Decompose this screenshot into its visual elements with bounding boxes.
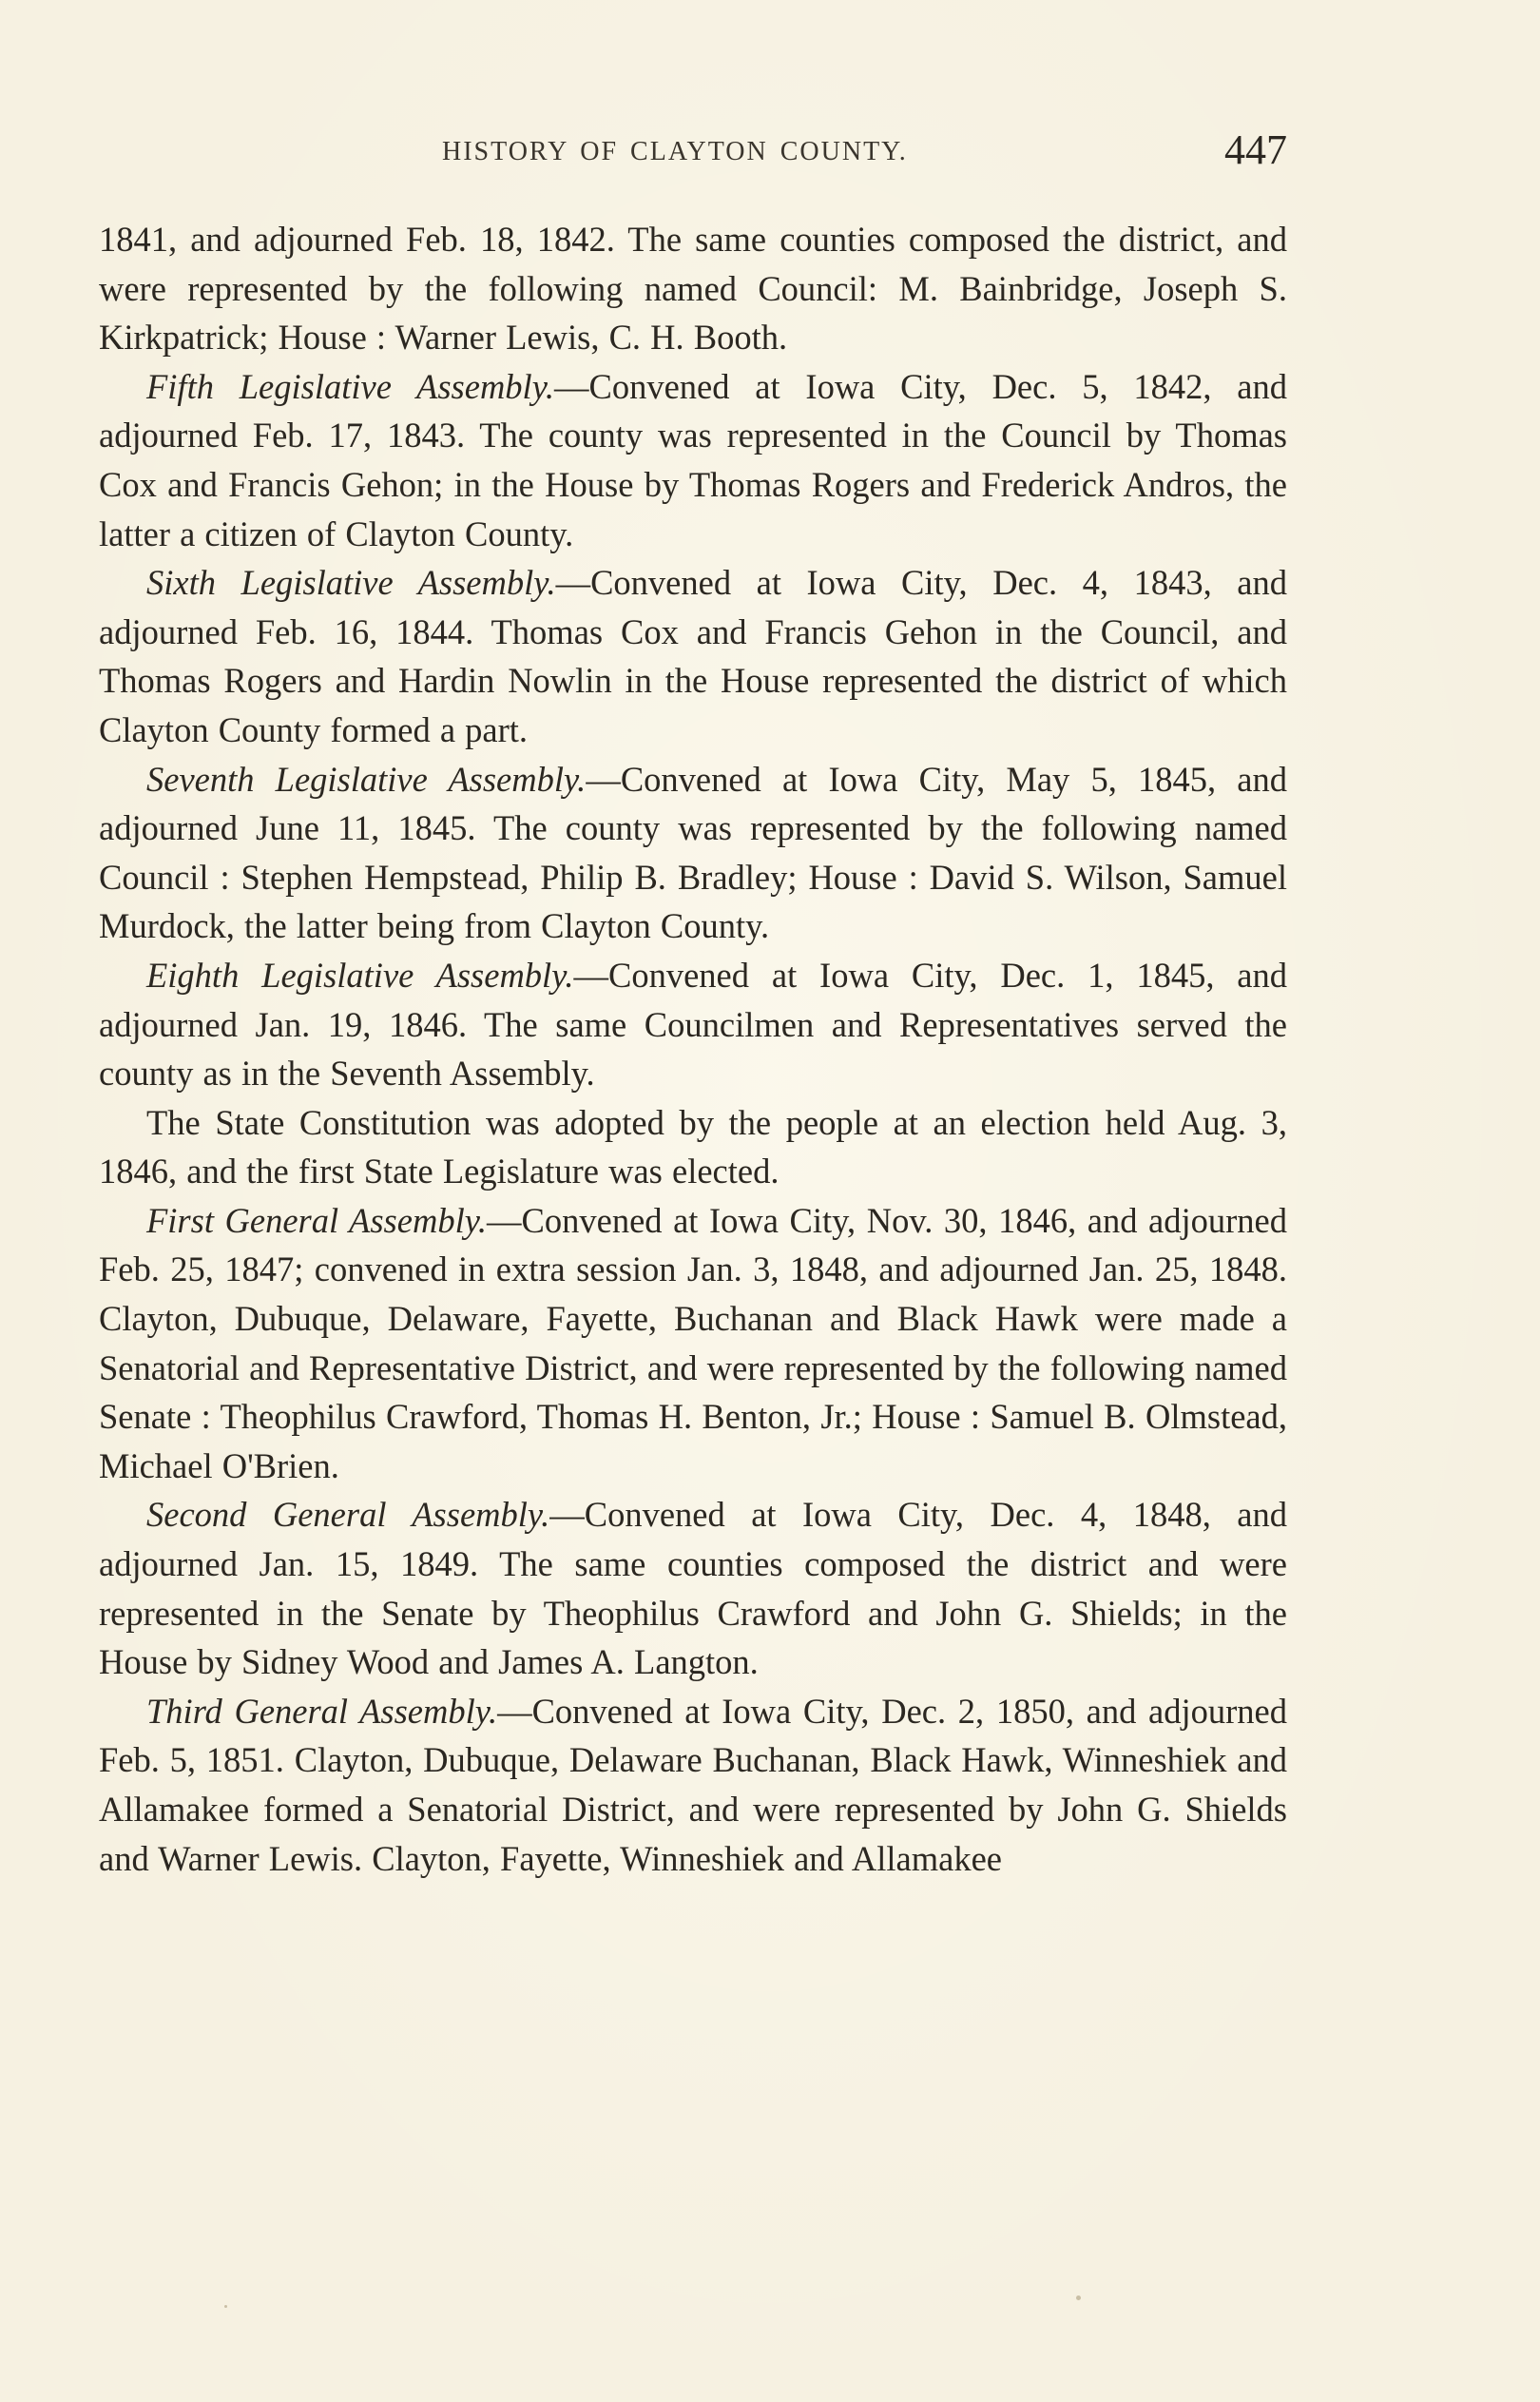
paragraph-text: —Convened at Iowa City, Dec. 5, 1842, and adjourned Feb. 17, 1843. The county was represented in the Council by Thomas Cox and Francis Gehon; in the House by Thomas Rogers and Frederick Andros, the latter a citizen of Clayton County. (99, 366, 1287, 553)
section-heading: Second General Assembly. (146, 1495, 550, 1535)
page-header (99, 126, 1287, 183)
paragraph-state-constitution (99, 1098, 1287, 1196)
paragraph-text: —Convened at Iowa City, Dec. 4, 1848, and adjourned Jan. 15, 1849. The same counties composed the district and were represented in the Senate by Theophilus Crawford and John G. Shields; in the House by Sidney Wood and James A. Langton. (99, 1495, 1287, 1682)
paragraph-text: —Convened at Iowa City, Dec. 4, 1843, and adjourned Feb. 16, 1844. Thomas Cox and Francis Gehon in the Council, and Thomas Rogers and Hardin Nowlin in the House represented the district of which Clayton County formed a part. (99, 563, 1287, 749)
paragraph-sixth-assembly (99, 558, 1287, 754)
paper-speck (224, 2305, 227, 2308)
running-head: HISTORY OF CLAYTON COUNTY. (442, 137, 908, 166)
paragraph-first-general-assembly (99, 1196, 1287, 1491)
paragraph-text: —Convened at Iowa City, Nov. 30, 1846, and adjourned Feb. 25, 1847; convened in extra session Jan. 3, 1848, and adjourned Jan. 25, 1848. Clayton, Dubuque, Delaware, Fayette, Buchanan and Black Hawk were made a Senatorial and Representative District, and were represented by the following named Senate : Theophilus Crawford, Thomas H. Benton, Jr.; House : Samuel B. Olmstead, Michael O'Brien. (99, 1200, 1287, 1485)
paragraph-text: —Convened at Iowa City, Dec. 2, 1850, and adjourned Feb. 5, 1851. Clayton, Dubuque, Delaware Buchanan, Black Hawk, Winneshiek and Allamakee formed a Senatorial District, and were represented by John G. Shields and Warner Lewis. Clayton, Fayette, Winneshiek and Allamakee (99, 1691, 1288, 1878)
paragraph-text: —Convened at Iowa City, May 5, 1845, and adjourned June 11, 1845. The county was represented by the following named Council : Stephen Hempstead, Philip B. Bradley; House : David S. Wilson, Samuel Murdock, the latter being from Clayton County. (99, 759, 1288, 946)
paragraph-eighth-assembly (99, 951, 1287, 1098)
section-heading: First General Assembly. (146, 1200, 488, 1240)
paragraph-seventh-assembly (99, 755, 1287, 951)
page-number: 447 (1224, 126, 1287, 173)
paragraph-text: The State Constitution was adopted by the people at an election held Aug. 3, 1846, and the first State Legislature was elected. (99, 1102, 1287, 1191)
section-heading: Seventh Legislative Assembly. (146, 759, 587, 799)
paragraph-fifth-assembly (99, 362, 1287, 558)
paragraph-text: —Convened at Iowa City, Dec. 1, 1845, and adjourned Jan. 19, 1846. The same Councilmen and Representatives served the county as in the Seventh Assembly. (99, 955, 1287, 1094)
paper-speck (1076, 2295, 1081, 2300)
text-body (99, 215, 1287, 1883)
section-heading: Fifth Legislative Assembly. (146, 366, 555, 406)
paragraph-second-general-assembly (99, 1490, 1287, 1686)
section-heading: Third General Assembly. (146, 1691, 498, 1731)
paragraph-continuation (99, 215, 1287, 362)
section-heading: Eighth Legislative Assembly. (146, 955, 574, 995)
paragraph-third-general-assembly (99, 1687, 1287, 1883)
paragraph-text: 1841, and adjourned Feb. 18, 1842. The same counties composed the district, and were represented by the following named Council: M. Bainbridge, Joseph S. Kirkpatrick; House : Warner Lewis, C. H. Booth. (99, 220, 1287, 358)
section-heading: Sixth Legislative Assembly. (146, 563, 556, 603)
